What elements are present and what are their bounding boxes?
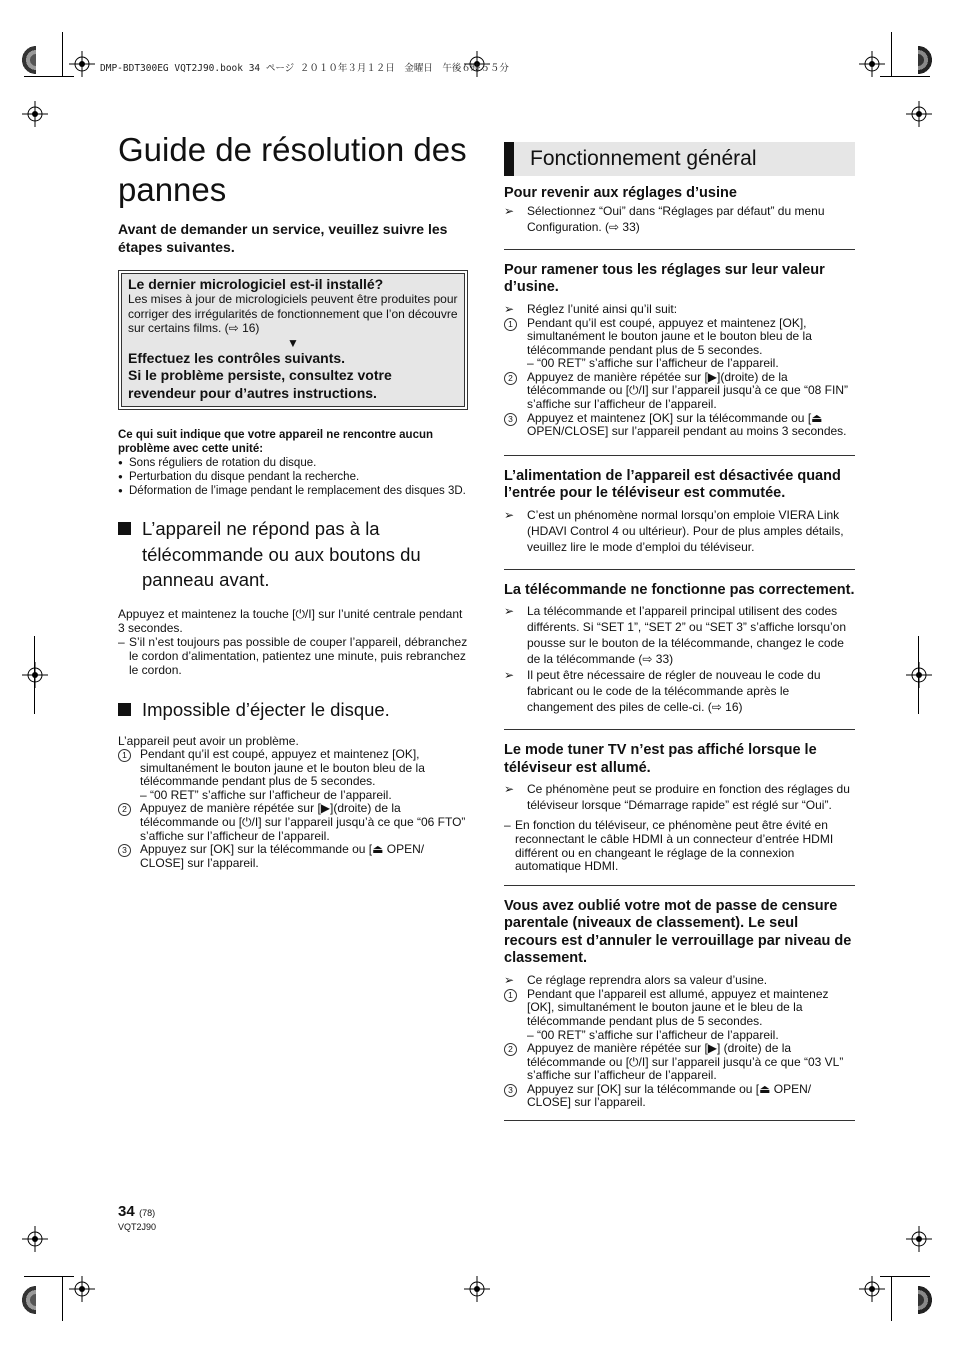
- dash-mark: –: [118, 634, 125, 649]
- step-text: Appuyez de manière répétée sur [▶] (droite) de la télécommande ou [⏻/I] sur l’appareil jusqu’à ce que “03 VL” s’affiche sur l’afficheur de l’appareil.: [527, 1041, 844, 1083]
- step-text: Appuyez de manière répétée sur [▶](droite) de la télécommande ou [⏻/I] sur l’appareil jusqu’à ce que “08 FIN” s’affiche sur l’afficheur de l’appareil.: [527, 369, 848, 412]
- left-column: [118, 130, 468, 870]
- step-subtext: – “00 RET” s’affiche sur l’afficheur de l’appareil.: [527, 1027, 779, 1042]
- registration-mark-icon: [69, 1276, 95, 1302]
- arrow-bullet-icon: ➢: [504, 668, 515, 683]
- arrow-item: [504, 301, 855, 317]
- arrow-item: [504, 972, 855, 988]
- arrow-item-text: Il peut être nécessaire de régler de nouveau le code du fabricant ou le code de la télécommande après le changement des piles de celle-ci. (⇨ 16): [527, 668, 821, 715]
- arrow-item: [504, 507, 855, 555]
- arrow-bullet-icon: ➢: [504, 507, 515, 522]
- registration-mark-icon: [22, 1226, 48, 1252]
- color-bar-icon: [918, 1280, 932, 1320]
- arrow-item: [504, 667, 855, 715]
- step-text: Appuyez de manière répétée sur [▶](droite) de la télécommande ou [⏻/I] sur l’appareil jusqu’à ce que “06 FTO” s’affiche sur l’afficheur de l’appareil.: [140, 801, 466, 843]
- step-item: [504, 317, 855, 358]
- down-arrow-icon: ▼: [287, 335, 299, 350]
- step-subtext: – “00 RET” s’affiche sur l’afficheur de l’appareil.: [527, 356, 779, 371]
- list-item: ● Sons réguliers de rotation du disque.: [118, 456, 468, 470]
- step-text: Pendant que l’appareil est allumé, appuyez et maintenez [OK], simultanément le bouton jaune et le bleu de la télécommande pendant plus de 5 secondes.: [527, 986, 829, 1028]
- step-number: 3: [504, 1084, 517, 1097]
- registration-mark-icon: [906, 1226, 932, 1252]
- faq-block: [504, 468, 855, 570]
- dash-mark: –: [504, 818, 511, 833]
- faq-block: [504, 262, 855, 456]
- arrow-item: [504, 781, 855, 813]
- faq-heading: L’alimentation de l’appareil est désactivée quand l’entrée pour le téléviseur est commutée.: [504, 467, 841, 502]
- faq-heading: La télécommande ne fonctionne pas correctement.: [504, 581, 855, 598]
- crop-mark: [24, 1276, 74, 1277]
- faq-block: [504, 898, 855, 1121]
- step-item: [504, 371, 855, 412]
- arrow-bullet-icon: ➢: [504, 203, 515, 218]
- paragraph: L’appareil peut avoir un problème.: [118, 734, 299, 748]
- faq-heading: Vous avez oublié votre mot de passe de censure parentale (niveaux de classement). Le seul recours est d’annuler le verrouillage par niveau de classement.: [504, 897, 852, 967]
- step-number: 2: [504, 1043, 517, 1056]
- faq-heading: Le mode tuner TV n’est pas affiché lorsque le téléviseur est allumé.: [504, 742, 817, 776]
- registration-mark-icon: [859, 51, 885, 77]
- page-footer: [118, 1203, 156, 1232]
- step-number: 3: [504, 413, 517, 426]
- step-number: 2: [504, 372, 517, 385]
- print-header: DMP-BDT300EG VQT2J90.book 34 ページ ２０１０年３月１２日 金曜日 午後６時５５分: [100, 63, 509, 74]
- step-text: Appuyez sur [OK] sur la télécommande ou [⏏ OPEN/ CLOSE] sur l’appareil.: [140, 842, 425, 870]
- crop-mark: [880, 1276, 930, 1277]
- arrow-bullet-icon: ➢: [504, 604, 515, 619]
- step-item: [504, 1042, 855, 1083]
- right-column: [504, 142, 855, 1121]
- registration-mark-icon: [22, 662, 48, 688]
- step-number: 2: [118, 803, 131, 816]
- arrow-item-text: C’est un phénomène normal lorsqu’on emploie VIERA Link (HDAVI Control 4 ou ultérieur). Pour de plus amples détails, veuillez lire le mode d’emploi du téléviseur.: [527, 507, 844, 554]
- step-number: 1: [504, 989, 517, 1002]
- dash-item: [118, 635, 468, 677]
- faq-heading: Pour revenir aux réglages d’usine: [504, 185, 737, 201]
- page-sub-number: (78): [139, 1208, 156, 1218]
- firmware-notice-box: [118, 270, 468, 410]
- step-number: 1: [504, 318, 517, 331]
- faq-block: [504, 742, 855, 885]
- step-number: 3: [118, 844, 131, 857]
- faq-heading: Pour ramener tous les réglages sur leur valeur d’usine.: [504, 261, 825, 295]
- arrow-item-text: Réglez l’unité ainsi qu’il suit:: [527, 301, 678, 316]
- arrow-item-text: Ce phénomène peut se produire en fonction des réglages du téléviseur lorsque “Démarrage rapide” est réglé sur “Oui”.: [527, 782, 850, 813]
- arrow-bullet-icon: ➢: [504, 782, 515, 797]
- paragraph: Appuyez et maintenez la touche [⏻/I] sur l’unité centrale pendant 3 secondes.: [118, 606, 463, 635]
- dash-item: [504, 819, 855, 873]
- crop-mark: [34, 636, 35, 714]
- color-bar-icon: [22, 40, 36, 80]
- notice-bold-line: Si le problème persiste, consultez votre revendeur pour d’autres instructions.: [128, 367, 392, 401]
- step-item: [118, 748, 468, 789]
- registration-mark-icon: [22, 101, 48, 127]
- page-title: Guide de résolution des pannes: [118, 131, 467, 208]
- crop-mark: [918, 636, 919, 714]
- document-code: VQT2J90: [118, 1222, 157, 1232]
- title-accent-bar: [504, 142, 514, 176]
- registration-mark-icon: [69, 51, 95, 77]
- section-title: Fonctionnement général: [530, 147, 757, 170]
- list-item: ● Perturbation du disque pendant la recherche.: [118, 470, 468, 484]
- arrow-item-text: La télécommande et l’appareil principal utilisent des codes différents. Si “SET 1”, “SET 2” ou “SET 3” s’affiche lorsqu’on pousse sur le bouton de la télécommande, changez le code de la télécommande (⇨ 33): [527, 604, 847, 667]
- section-heading-eject: [118, 697, 468, 723]
- arrow-item: [504, 603, 855, 667]
- crop-mark: [62, 1276, 63, 1321]
- step-item: [118, 802, 468, 843]
- faq-block: [504, 185, 855, 250]
- notice-body: Les mises à jour de micrologiciels peuvent être produites pour corriger des irrégularités de fonctionnement que l’on découvre sur certains films. (⇨ 16): [128, 292, 458, 335]
- notice-heading: Le dernier micrologiciel est-il installé?: [128, 276, 384, 292]
- dash-text: S’il n’est toujours pas possible de couper l’appareil, débranchez le cordon d’alimentation, patientez une minute, puis rebranchez le cordon.: [129, 634, 468, 677]
- arrow-item: [504, 203, 855, 235]
- square-bullet-icon: [118, 703, 131, 716]
- step-item: [118, 843, 468, 870]
- crop-mark: [891, 1276, 892, 1321]
- step-number: 1: [118, 749, 131, 762]
- dash-text: En fonction du téléviseur, ce phénomène peut être évité en reconnectant le câble HDMI à un connecteur d’entrée HDMI différent ou en changeant le réglage de la connexion automatique HDMI.: [515, 818, 834, 874]
- normal-behaviour-lead: Ce qui suit indique que votre appareil ne rencontre aucun problème avec cette unité:: [118, 429, 434, 455]
- arrow-bullet-icon: ➢: [504, 301, 515, 316]
- registration-mark-icon: [464, 1276, 490, 1302]
- registration-mark-icon: [906, 662, 932, 688]
- color-bar-icon: [22, 1280, 36, 1320]
- registration-mark-icon: [906, 101, 932, 127]
- arrow-item-text: Ce réglage reprendra alors sa valeur d’usine.: [527, 972, 768, 987]
- list-item: ● Déformation de l’image pendant le remplacement des disques 3D.: [118, 484, 468, 498]
- faq-block: [504, 582, 855, 731]
- section-heading-text: Impossible d’éjecter le disque.: [142, 698, 390, 720]
- color-bar-icon: [918, 40, 932, 80]
- step-item: [504, 1083, 855, 1110]
- arrow-item-text: Sélectionnez “Oui” dans “Réglages par défaut” du menu Configuration. (⇨ 33): [527, 203, 825, 234]
- step-text: Pendant qu’il est coupé, appuyez et maintenez [OK], simultanément le bouton jaune et le bouton bleu de la télécommande pendant plus de 5 secondes.: [140, 747, 425, 789]
- crop-mark: [891, 32, 892, 77]
- step-item: [504, 988, 855, 1029]
- step-text: Appuyez et maintenez [OK] sur la télécommande ou [⏏ OPEN/CLOSE] sur l’appareil pendant au moins 3 secondes.: [527, 410, 847, 439]
- page-number: 34: [118, 1203, 135, 1220]
- intro-text: Avant de demander un service, veuillez suivre les étapes suivantes.: [118, 221, 448, 255]
- notice-bold-line: Effectuez les contrôles suivants.: [128, 349, 346, 366]
- square-bullet-icon: [118, 522, 131, 535]
- section-heading-text: L’appareil ne répond pas à la télécommande ou aux boutons du panneau avant.: [142, 518, 421, 590]
- step-subtext: – “00 RET” s’affiche sur l’afficheur de l’appareil.: [140, 787, 392, 802]
- section-heading-no-response: [118, 516, 468, 593]
- section-title-bar: [504, 142, 855, 176]
- step-text: Appuyez sur [OK] sur la télécommande ou [⏏ OPEN/ CLOSE] sur l’appareil.: [527, 1081, 812, 1110]
- step-item: [504, 412, 855, 439]
- step-text: Pendant qu’il est coupé, appuyez et maintenez [OK], simultanément le bouton jaune et le bouton bleu de la télécommande pendant plus de 5 secondes.: [527, 315, 812, 357]
- crop-mark: [62, 32, 63, 77]
- arrow-bullet-icon: ➢: [504, 972, 515, 987]
- registration-mark-icon: [859, 1276, 885, 1302]
